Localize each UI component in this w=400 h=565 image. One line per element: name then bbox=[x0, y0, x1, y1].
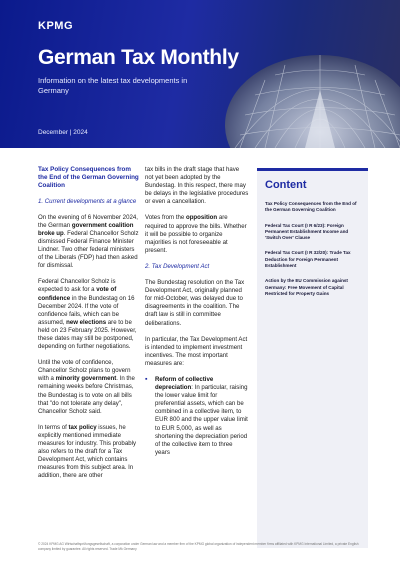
paragraph: On the evening of 6 November 2024, the German government coalition broke up. Federal Chancellor Scholz dismissed Federal Finance Minister Lindner. Two other federal ministers of the Liberals (FDP) had then asked for dismissal. bbox=[38, 213, 139, 270]
section-1-title: 1. Current developments at a glance bbox=[38, 197, 137, 205]
paragraph: Federal Chancellor Scholz is expected to ask for a vote of confidence in the Bundestag on 16 December 2024. If the vote of confidence fails, which can be assumed, new elections are to be held on 23 February 2025. However, these dates may still be postponed, depending on further negotiations. bbox=[38, 278, 137, 351]
paragraph: Until the vote of confidence, Chancellor Scholz plans to govern with a minority government. In the remaining weeks before Christmas, the Bundestag is to vote on all bills that "do not tolerate any delay", Chancellor Scholz said. bbox=[38, 359, 135, 415]
sidebar-item[interactable]: Federal Tax Court (I R 32/20): Trade Tax Deduction for Foreign Permanent Establishment bbox=[265, 250, 351, 269]
paragraph: In particular, the Tax Development Act is intended to implement investment incentives. The most important measures are: bbox=[145, 335, 248, 367]
bullet-item: ▪ Reform of collective depreciation: In particular, raising the lower value limit for preferential assets, which can be combined in a collective item, to EUR 800 and the upper value limit to EUR 5,000, as well as shortening the depreciation period of the collective item to three years bbox=[145, 376, 249, 457]
article-column-2 bbox=[145, 166, 249, 465]
sidebar-item[interactable]: Action by the EU Commission against Germany: Free Movement of Capital Restricted for Property Gains bbox=[265, 278, 348, 296]
kpmg-logo: KPMG bbox=[38, 20, 73, 32]
paragraph: The Bundestag resolution on the Tax Development Act, originally planned for mid-October, was delayed due to disagreements in the coalition. The draft law is still in committee deliberations. bbox=[145, 279, 245, 327]
sidebar-item[interactable]: Tax Policy Consequences from the End of the German Governing Coalition bbox=[265, 201, 357, 213]
header-banner bbox=[0, 0, 400, 148]
footer-legal: © 2024 KPMG AG Wirtschaftsprüfungsgesellschaft, a corporation under German law and a member firm of the KPMG global organization of independent member firms affiliated with KPMG International Limited, a private English company limited by guarantee. All rights reserved. Trade Mk Germany bbox=[38, 542, 359, 551]
sidebar-item[interactable]: Federal Tax Court (I R 6/23): Foreign Permanent Establishment Income and 'Switch Over' Clause bbox=[265, 222, 349, 241]
sidebar-title: Content bbox=[265, 179, 307, 191]
section-2-title: 2. Tax Development Act bbox=[145, 262, 210, 270]
issue-date: December | 2024 bbox=[38, 129, 88, 136]
reichstag-dome-image bbox=[225, 20, 400, 148]
paragraph: tax bills in the draft stage that have not yet been adopted by the Bundestag. In this respect, there may be delays in the legislative procedures or even a cancellation. bbox=[145, 166, 249, 206]
article-heading: Tax Policy Consequences from the End of the German Governing Coalition bbox=[38, 166, 139, 190]
paragraph: In terms of tax policy issues, he explicitly mentioned immediate measures for industry. This probably also refers to the draft for a Tax Development Act, which contains measures from this subject area. In addition, there are other bbox=[38, 423, 136, 480]
newsletter-subtitle: Information on the latest tax developments in Germany bbox=[38, 76, 188, 95]
content-sidebar bbox=[257, 168, 368, 548]
paragraph: Votes from the opposition are required to approve the bills. Whether it will be possible to organize majorities is not foreseeable at present. bbox=[145, 214, 247, 254]
article-column-1 bbox=[38, 166, 140, 489]
newsletter-title: German Tax Monthly bbox=[38, 46, 239, 69]
